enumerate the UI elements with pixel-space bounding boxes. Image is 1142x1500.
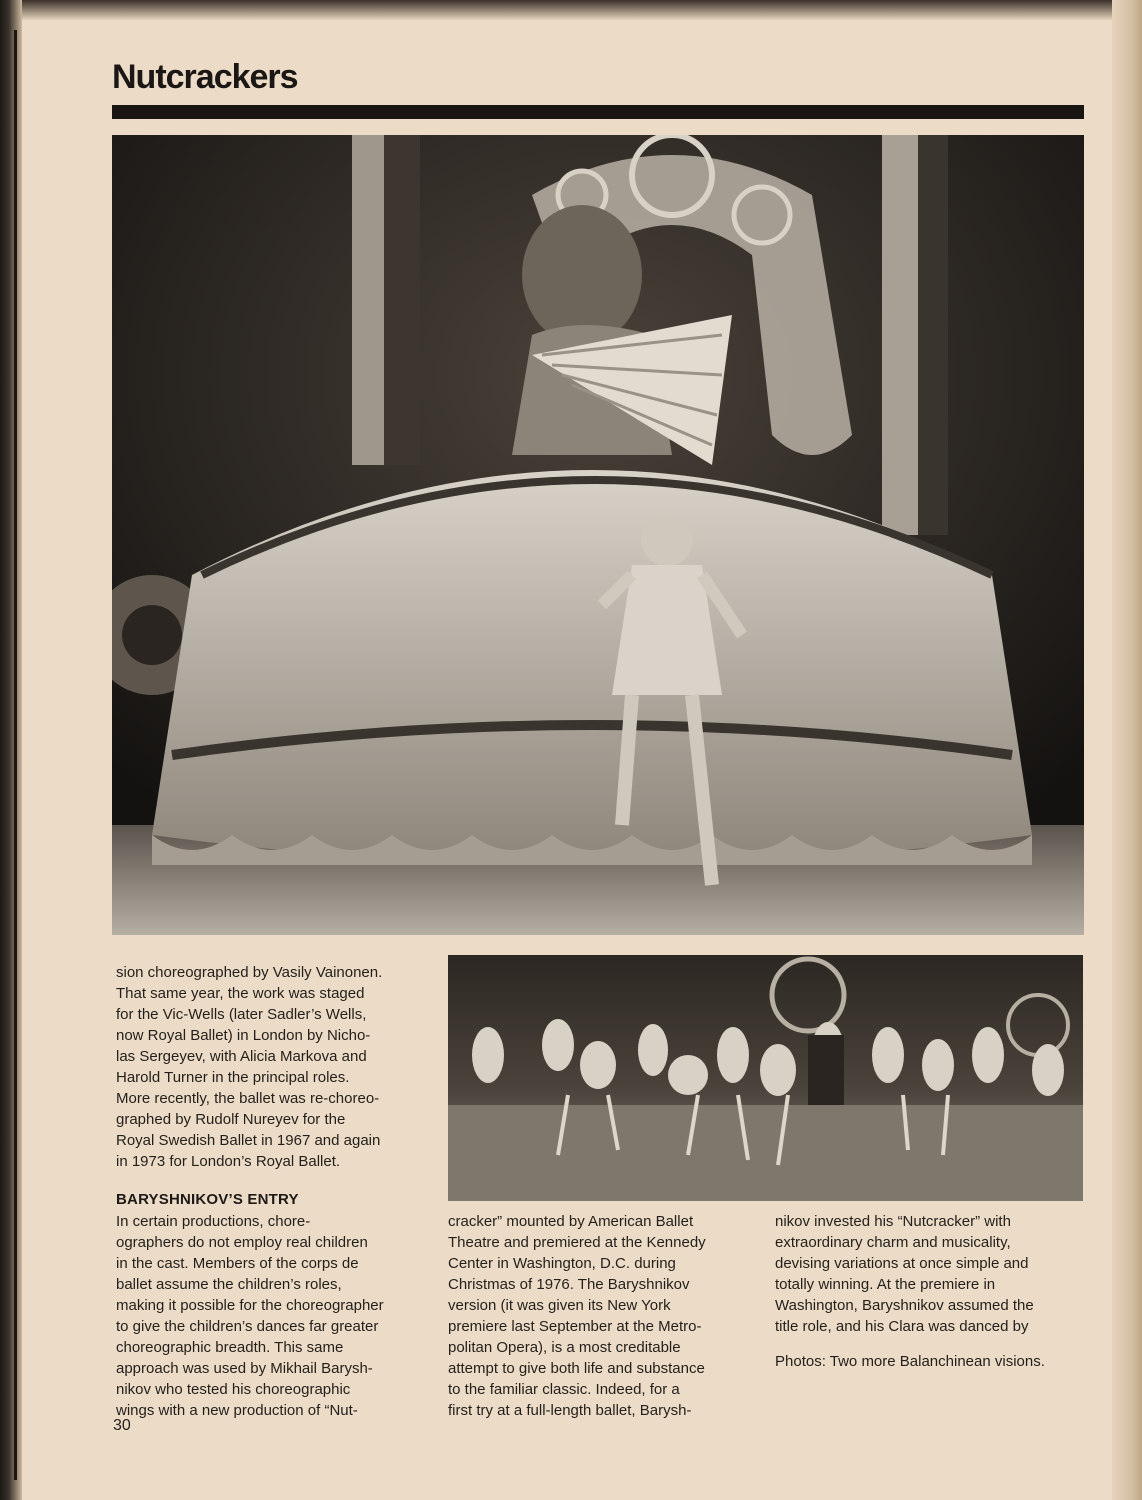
column-2-text: cracker” mounted by American Ballet Theatre and premiered at the Kennedy Center in Washington, D.C. during Christmas of 1976. The Baryshnikov version (it was given its New York premiere last September at the Metro- politan Opera), is a most creditable attempt to give both life and substance to the familiar classic. Indeed, for a first try at a full-length ballet, Barysh- xyxy=(448,1213,706,1419)
column-1-text: In certain productions, chore- ographers do not employ real children in the cast. Members of the corps de ballet assume the children’s roles, making it possible for the choreographer to give the children’s dances far greater choreographic breadth. This same approach was used by Mikhail Barysh- nikov who tested his choreographic wings with a new production of “Nut- xyxy=(116,1213,384,1419)
title-rule xyxy=(112,105,1084,119)
main-photo-illustration xyxy=(112,135,1084,935)
binding-line xyxy=(14,30,17,1480)
main-photo xyxy=(112,135,1084,935)
secondary-photo-illustration xyxy=(448,955,1083,1201)
page-number: 30 xyxy=(113,1417,131,1434)
section-subhead: BARYSHNIKOV’S ENTRY xyxy=(116,1191,299,1208)
column-3-text: nikov invested his “Nutcracker” with extraordinary charm and musicality, devising variations at once simple and totally winning. At the premiere in Washington, Baryshnikov assumed the title role, and his Clara was danced by xyxy=(775,1213,1034,1335)
intro-paragraph: sion choreographed by Vasily Vainonen. That same year, the work was staged for the Vic-Wells (later Sadler’s Wells, now Royal Ballet) in London by Nicho- las Sergeyev, with Alicia Markova and Harold Turner in the principal roles. More recently, the ballet was re-choreo- graphed by Rudolf Nureyev for the Royal Swedish Ballet in 1967 and again in 1973 for London’s Royal Ballet. xyxy=(116,964,383,1170)
page-top-edge xyxy=(0,0,1142,20)
page-title: Nutcrackers xyxy=(112,58,298,96)
photo-caption: Photos: Two more Balanchinean visions. xyxy=(775,1353,1045,1370)
secondary-photo xyxy=(448,955,1083,1201)
page-right-edge xyxy=(1112,0,1142,1500)
page-binding xyxy=(0,0,22,1500)
